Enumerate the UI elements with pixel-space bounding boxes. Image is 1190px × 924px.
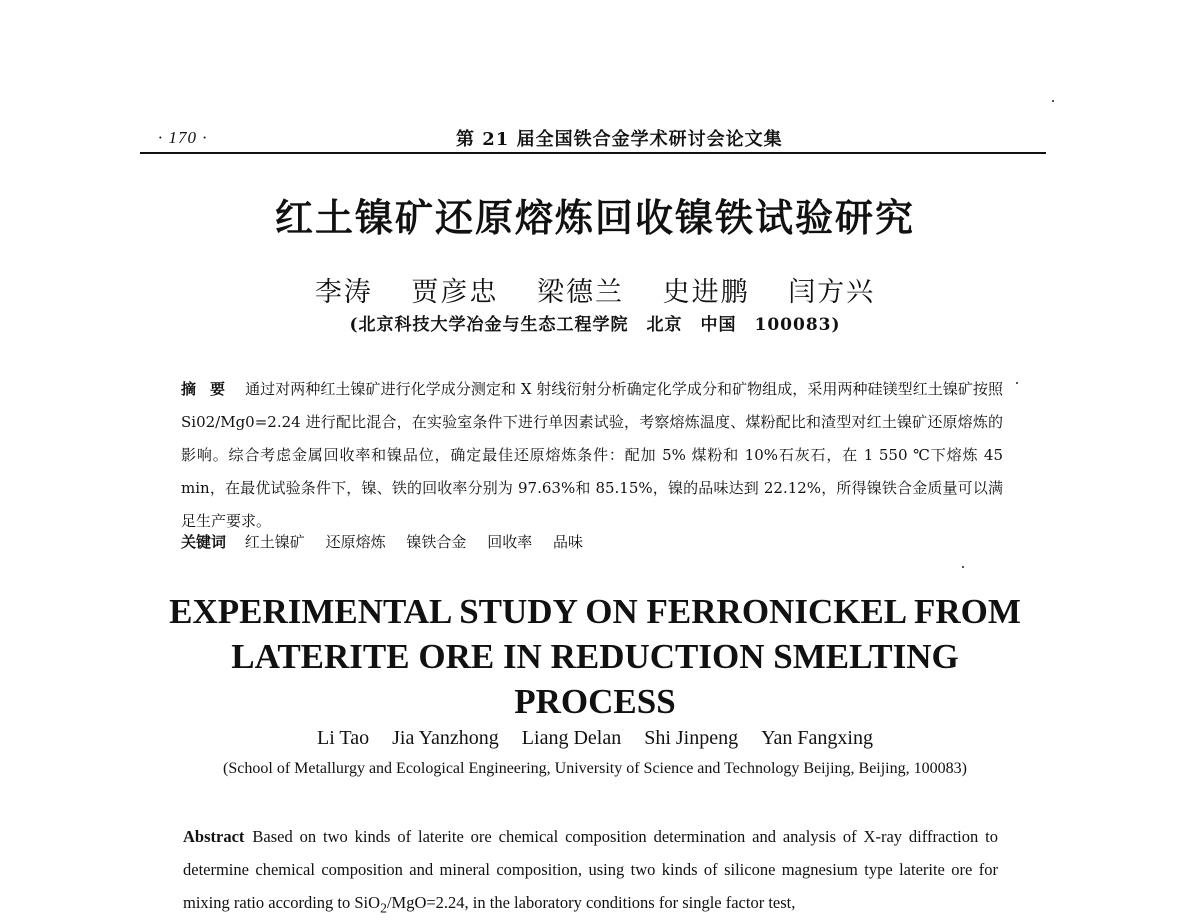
english-author: Liang Delan bbox=[521, 727, 622, 749]
subscript: 2 bbox=[380, 900, 387, 916]
chinese-title: 红土镍矿还原熔炼回收镍铁试验研究 bbox=[274, 196, 915, 240]
chinese-author: 史进鹏 bbox=[662, 277, 750, 308]
english-authors bbox=[0, 727, 1190, 750]
chinese-author: 李涛 bbox=[314, 277, 373, 308]
english-title-line: EXPERIMENTAL STUDY ON FERRONICKEL FROM bbox=[169, 592, 1021, 631]
chinese-abstract-text: 通过对两种红土镍矿进行化学成分测定和 X 射线衍射分析确定化学成分和矿物组成，采用两种硅镁型红土镍矿按照 Si02/Mg0=2.24 进行配比混合，在实验室条件下进行单因素试验，考察熔炼温度、煤粉配比和渣型对红土镍矿还原熔炼的影响。综合考虑金属回收率和镍品位，确定最佳还原熔炼条件：配加 5% 煤粉和 10%石灰石，在 1 550 ℃下熔炼 45 min，在最优试验条件下，镍、铁的回收率分别为 97.63%和 85.15%，镍的品味达到 22.12%，所得镍铁合金质量可以满足生产要求。 bbox=[181, 380, 1003, 530]
english-abstract-text: Based on two kinds of laterite ore chemical composition determination and analysis of X-ray diffraction to determine chemical composition and mineral composition, using two kinds of silicone magnesium type laterite ore for mixing ratio according to SiO bbox=[183, 827, 998, 912]
scan-speck bbox=[962, 566, 964, 568]
header-rule bbox=[140, 152, 1046, 154]
english-abstract-label: Abstract bbox=[183, 827, 245, 846]
chinese-abstract-label: 摘要 bbox=[181, 380, 240, 398]
running-header bbox=[140, 122, 1046, 152]
keyword: 还原熔炼 bbox=[325, 533, 386, 551]
english-affiliation: (School of Metallurgy and Ecological Engineering, University of Science and Technology Beijing, Beijing, 100083) bbox=[223, 760, 967, 777]
english-author: Li Tao bbox=[317, 727, 370, 749]
english-abstract-text-cont: /MgO=2.24, in the laboratory conditions for single factor test, bbox=[386, 893, 796, 912]
keyword: 品味 bbox=[552, 533, 583, 551]
keyword: 回收率 bbox=[487, 533, 533, 551]
chinese-author: 闫方兴 bbox=[788, 277, 876, 308]
chinese-affiliation: (北京科技大学冶金与生态工程学院 北京 中国 100083) bbox=[349, 315, 841, 335]
english-author: Jia Yanzhong bbox=[392, 727, 499, 749]
english-title-line: LATERITE ORE IN REDUCTION SMELTING bbox=[231, 637, 959, 676]
chinese-author: 梁德兰 bbox=[537, 277, 624, 308]
chinese-authors bbox=[0, 270, 1190, 309]
english-author: Yan Fangxing bbox=[761, 727, 873, 749]
chinese-abstract bbox=[181, 373, 1003, 538]
english-title-line: PROCESS bbox=[514, 682, 676, 721]
page-number: · 170 · bbox=[158, 128, 208, 147]
scan-speck bbox=[1052, 100, 1054, 102]
english-title bbox=[0, 589, 1190, 724]
chinese-keywords-label: 关键词 bbox=[181, 533, 227, 551]
english-abstract bbox=[183, 820, 998, 924]
journal-title: 第 21 届全国铁合金学术研讨会论文集 bbox=[456, 129, 783, 150]
scan-speck bbox=[1016, 382, 1018, 384]
keyword: 镍铁合金 bbox=[406, 533, 467, 551]
keyword: 红土镍矿 bbox=[244, 533, 305, 551]
chinese-keywords bbox=[181, 531, 599, 552]
chinese-author: 贾彦忠 bbox=[411, 277, 499, 308]
english-author: Shi Jinpeng bbox=[644, 727, 739, 749]
